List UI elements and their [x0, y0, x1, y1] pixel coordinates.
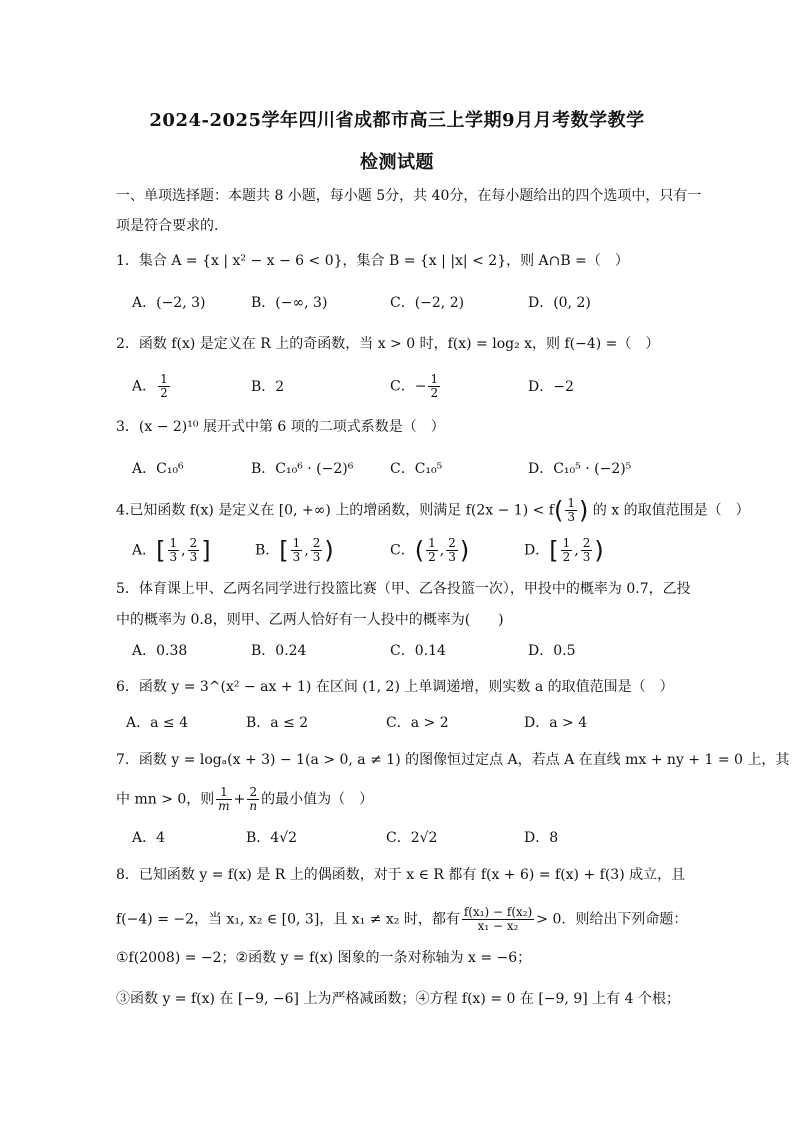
section-instructions-line-2: 项是符合要求的.: [116, 218, 219, 234]
q2-option-a-label: A．: [132, 378, 157, 395]
interval-right: ): [324, 536, 334, 565]
fraction-numerator: 1: [216, 786, 231, 800]
q4-stem-post: 的 x 的取值范围是（ ）: [588, 502, 750, 519]
q4-option-b-label: B．: [255, 542, 280, 559]
q6-option-a: A．a ≤ 4: [126, 715, 188, 731]
q4-option-d: D．[ $\frac{1}{2}$ , $\frac{2}{3}$ ): [524, 536, 604, 565]
fraction-denominator: 2: [562, 550, 571, 564]
q7-fraction-2: [247, 786, 259, 813]
q3-option-c: C．C₁₀⁵: [390, 461, 443, 477]
interval-upper: [581, 537, 593, 564]
q3-option-b: B．C₁₀⁶ · (−2)⁶: [251, 461, 354, 477]
fraction-denominator: 3: [169, 550, 178, 564]
q4-stem-fraction: [565, 497, 577, 524]
q7-option-d: D．8: [524, 830, 559, 846]
q4-paren-left: (: [554, 496, 564, 525]
question-2-stem: 2．函数 f(x) 是定义在 R 上的奇函数，当 x > 0 时，f(x) = log₂ x，则 f(−4) =（ ）: [116, 336, 660, 352]
question-5-stem-line-1: 5．体育课上甲、乙两名同学进行投篮比赛（甲、乙各投篮一次），甲投中的概率为 0.7，乙投: [116, 581, 691, 597]
fraction-numerator: 2: [448, 536, 456, 550]
q2-option-c-fraction: [428, 373, 440, 400]
q8-stem2-post: > 0．则给出下列命题：: [536, 911, 688, 928]
exam-title-line-1: 2024-2025学年四川省成都市高三上学期9月月考数学教学: [149, 110, 645, 131]
interval-left: [: [549, 536, 559, 565]
q2-option-a: [132, 373, 172, 400]
q2-option-c-label: C．−: [390, 378, 427, 395]
interval-lower: [561, 537, 573, 564]
q4-paren-right: ): [579, 496, 589, 525]
interval-upper: [188, 537, 200, 564]
q7-stem2-pre: 中 mn > 0，则: [116, 791, 215, 808]
q8-fraction: [462, 906, 534, 933]
fraction-numerator: 2: [312, 536, 321, 550]
q1-option-c: C．(−2, 2): [390, 295, 465, 311]
q4-option-a-label: A．: [132, 542, 157, 559]
fraction-denominator: n: [249, 799, 258, 813]
q5-option-b: B．0.24: [251, 643, 307, 659]
interval-upper: [446, 537, 458, 564]
fraction-denominator: 2: [160, 386, 168, 400]
fraction-numerator: 1: [160, 372, 168, 386]
q1-option-a: A．(−2, 3): [132, 295, 206, 311]
question-8-stem-line-1: 8．已知函数 y = f(x) 是 R 上的偶函数，对于 x ∈ R 都有 f(x + 6) = f(x) + f(3) 成立，且: [116, 867, 686, 883]
question-3-stem: 3．(x − 2)¹⁰ 展开式中第 6 项的二项式系数是（ ）: [116, 419, 445, 435]
fraction-numerator: 1: [428, 536, 436, 550]
interval-left: [: [279, 536, 289, 565]
question-6-stem: 6．函数 y = 3^(x² − ax + 1) 在区间 (1, 2) 上单调递增，则实数 a 的取值范围是（ ）: [116, 679, 674, 695]
fraction-numerator: 2: [582, 536, 591, 550]
fraction-numerator: 2: [247, 786, 259, 800]
fraction-denominator: 3: [292, 550, 301, 564]
q7-option-c: C．2√2: [386, 830, 438, 846]
fraction-numerator: 1: [292, 536, 301, 550]
question-5-stem-line-2: 中的概率为 0.8，则甲、乙两人恰好有一人投中的概率为( ): [116, 612, 504, 628]
fraction-numerator: f(x₁) − f(x₂): [463, 905, 533, 919]
interval-upper: [311, 537, 323, 564]
q7-stem2-post: 的最小值为（ ）: [261, 791, 374, 808]
question-4-stem: [116, 497, 750, 524]
q4-stem-pre: 4.已知函数 f(x) 是定义在 [0, +∞) 上的增函数，则满足 f(2x − 1) < f: [116, 502, 554, 519]
q1-option-d: D．(0, 2): [528, 295, 591, 311]
q2-option-c: [390, 373, 442, 400]
interval-lower: [291, 537, 303, 564]
interval-right: ): [459, 536, 470, 565]
q7-fraction-1: [216, 786, 231, 813]
q3-option-d: D．C₁₀⁵ · (−2)⁵: [528, 461, 632, 477]
q3-option-a: A．C₁₀⁶: [132, 461, 184, 477]
fraction-denominator: 3: [448, 550, 456, 564]
interval-left: (: [414, 536, 425, 565]
q7-option-a: A．4: [132, 830, 166, 846]
q4-option-a: A．[ $\frac{1}{3}$ , $\frac{2}{3}$ ]: [132, 536, 211, 565]
q6-option-d: D．a > 4: [524, 715, 588, 731]
interval-right: ): [594, 536, 604, 565]
q2-option-b: B．2: [251, 379, 285, 395]
question-8-propositions-line-1: ①f(2008) = −2；②函数 y = f(x) 图象的一条对称轴为 x = −6；: [116, 950, 532, 966]
question-7-stem-line-2: [116, 786, 373, 813]
fraction-numerator: 1: [562, 536, 571, 550]
question-7-stem-line-1: 7．函数 y = logₐ(x + 3) − 1(a > 0, a ≠ 1) 的图像恒过定点 A，若点 A 在直线 mx + ny + 1 = 0 上，其: [116, 752, 790, 768]
q2-option-d: D．−2: [528, 379, 574, 395]
fraction-denominator: 2: [428, 550, 436, 564]
fraction-denominator: 3: [189, 550, 198, 564]
q4-option-c: C．( $\frac{1}{2}$ , $\frac{2}{3}$ ): [390, 536, 470, 565]
fraction-denominator: x₁ − x₂: [477, 919, 519, 933]
fraction-denominator: m: [218, 799, 230, 813]
section-instructions-line-1: 一、单项选择题：本题共 8 小题，每小题 5分，共 40分，在每小题给出的四个选项中，只有一: [116, 188, 702, 204]
question-8-stem-line-2: [116, 906, 687, 933]
q5-option-c: C．0.14: [390, 643, 446, 659]
interval-lower: [168, 537, 180, 564]
fraction-numerator: 2: [189, 536, 198, 550]
fraction-numerator: 1: [169, 536, 178, 550]
fraction-denominator: 2: [430, 386, 439, 400]
q4-option-c-label: C．: [390, 542, 415, 559]
interval-right: ]: [201, 536, 211, 565]
q1-option-b: B．(−∞, 3): [251, 295, 328, 311]
q6-option-b: B．a ≤ 2: [246, 715, 309, 731]
q7-plus: +: [233, 791, 246, 808]
q5-option-d: D．0.5: [528, 643, 576, 659]
q2-option-a-fraction: [158, 373, 170, 400]
question-8-propositions-line-2: ③函数 y = f(x) 在 [−9, −6] 上为严格减函数；④方程 f(x) = 0 在 [−9, 9] 上有 4 个根；: [116, 991, 680, 1007]
exam-title-line-2: 检测试题: [360, 152, 434, 173]
fraction-denominator: 3: [312, 550, 321, 564]
fraction-numerator: 1: [430, 372, 439, 386]
question-1-stem: 1．集合 A = {x | x² − x − 6 < 0}，集合 B = {x | |x| < 2}，则 A∩B =（ ）: [116, 253, 629, 269]
fraction-denominator: 3: [582, 550, 591, 564]
q6-option-c: C．a > 2: [386, 715, 449, 731]
interval-lower: [426, 537, 438, 564]
q8-stem2-pre: f(−4) = −2，当 x₁, x₂ ∈ [0, 3]，且 x₁ ≠ x₂ 时，都有: [116, 911, 460, 928]
interval-left: [: [156, 536, 166, 565]
q4-option-b: B．[ $\frac{1}{3}$ , $\frac{2}{3}$ ): [255, 536, 334, 565]
q5-option-a: A．0.38: [132, 643, 188, 659]
fraction-numerator: 1: [567, 496, 576, 510]
q7-option-b: B．4√2: [246, 830, 298, 846]
q4-option-d-label: D．: [524, 542, 550, 559]
fraction-denominator: 3: [567, 510, 576, 524]
